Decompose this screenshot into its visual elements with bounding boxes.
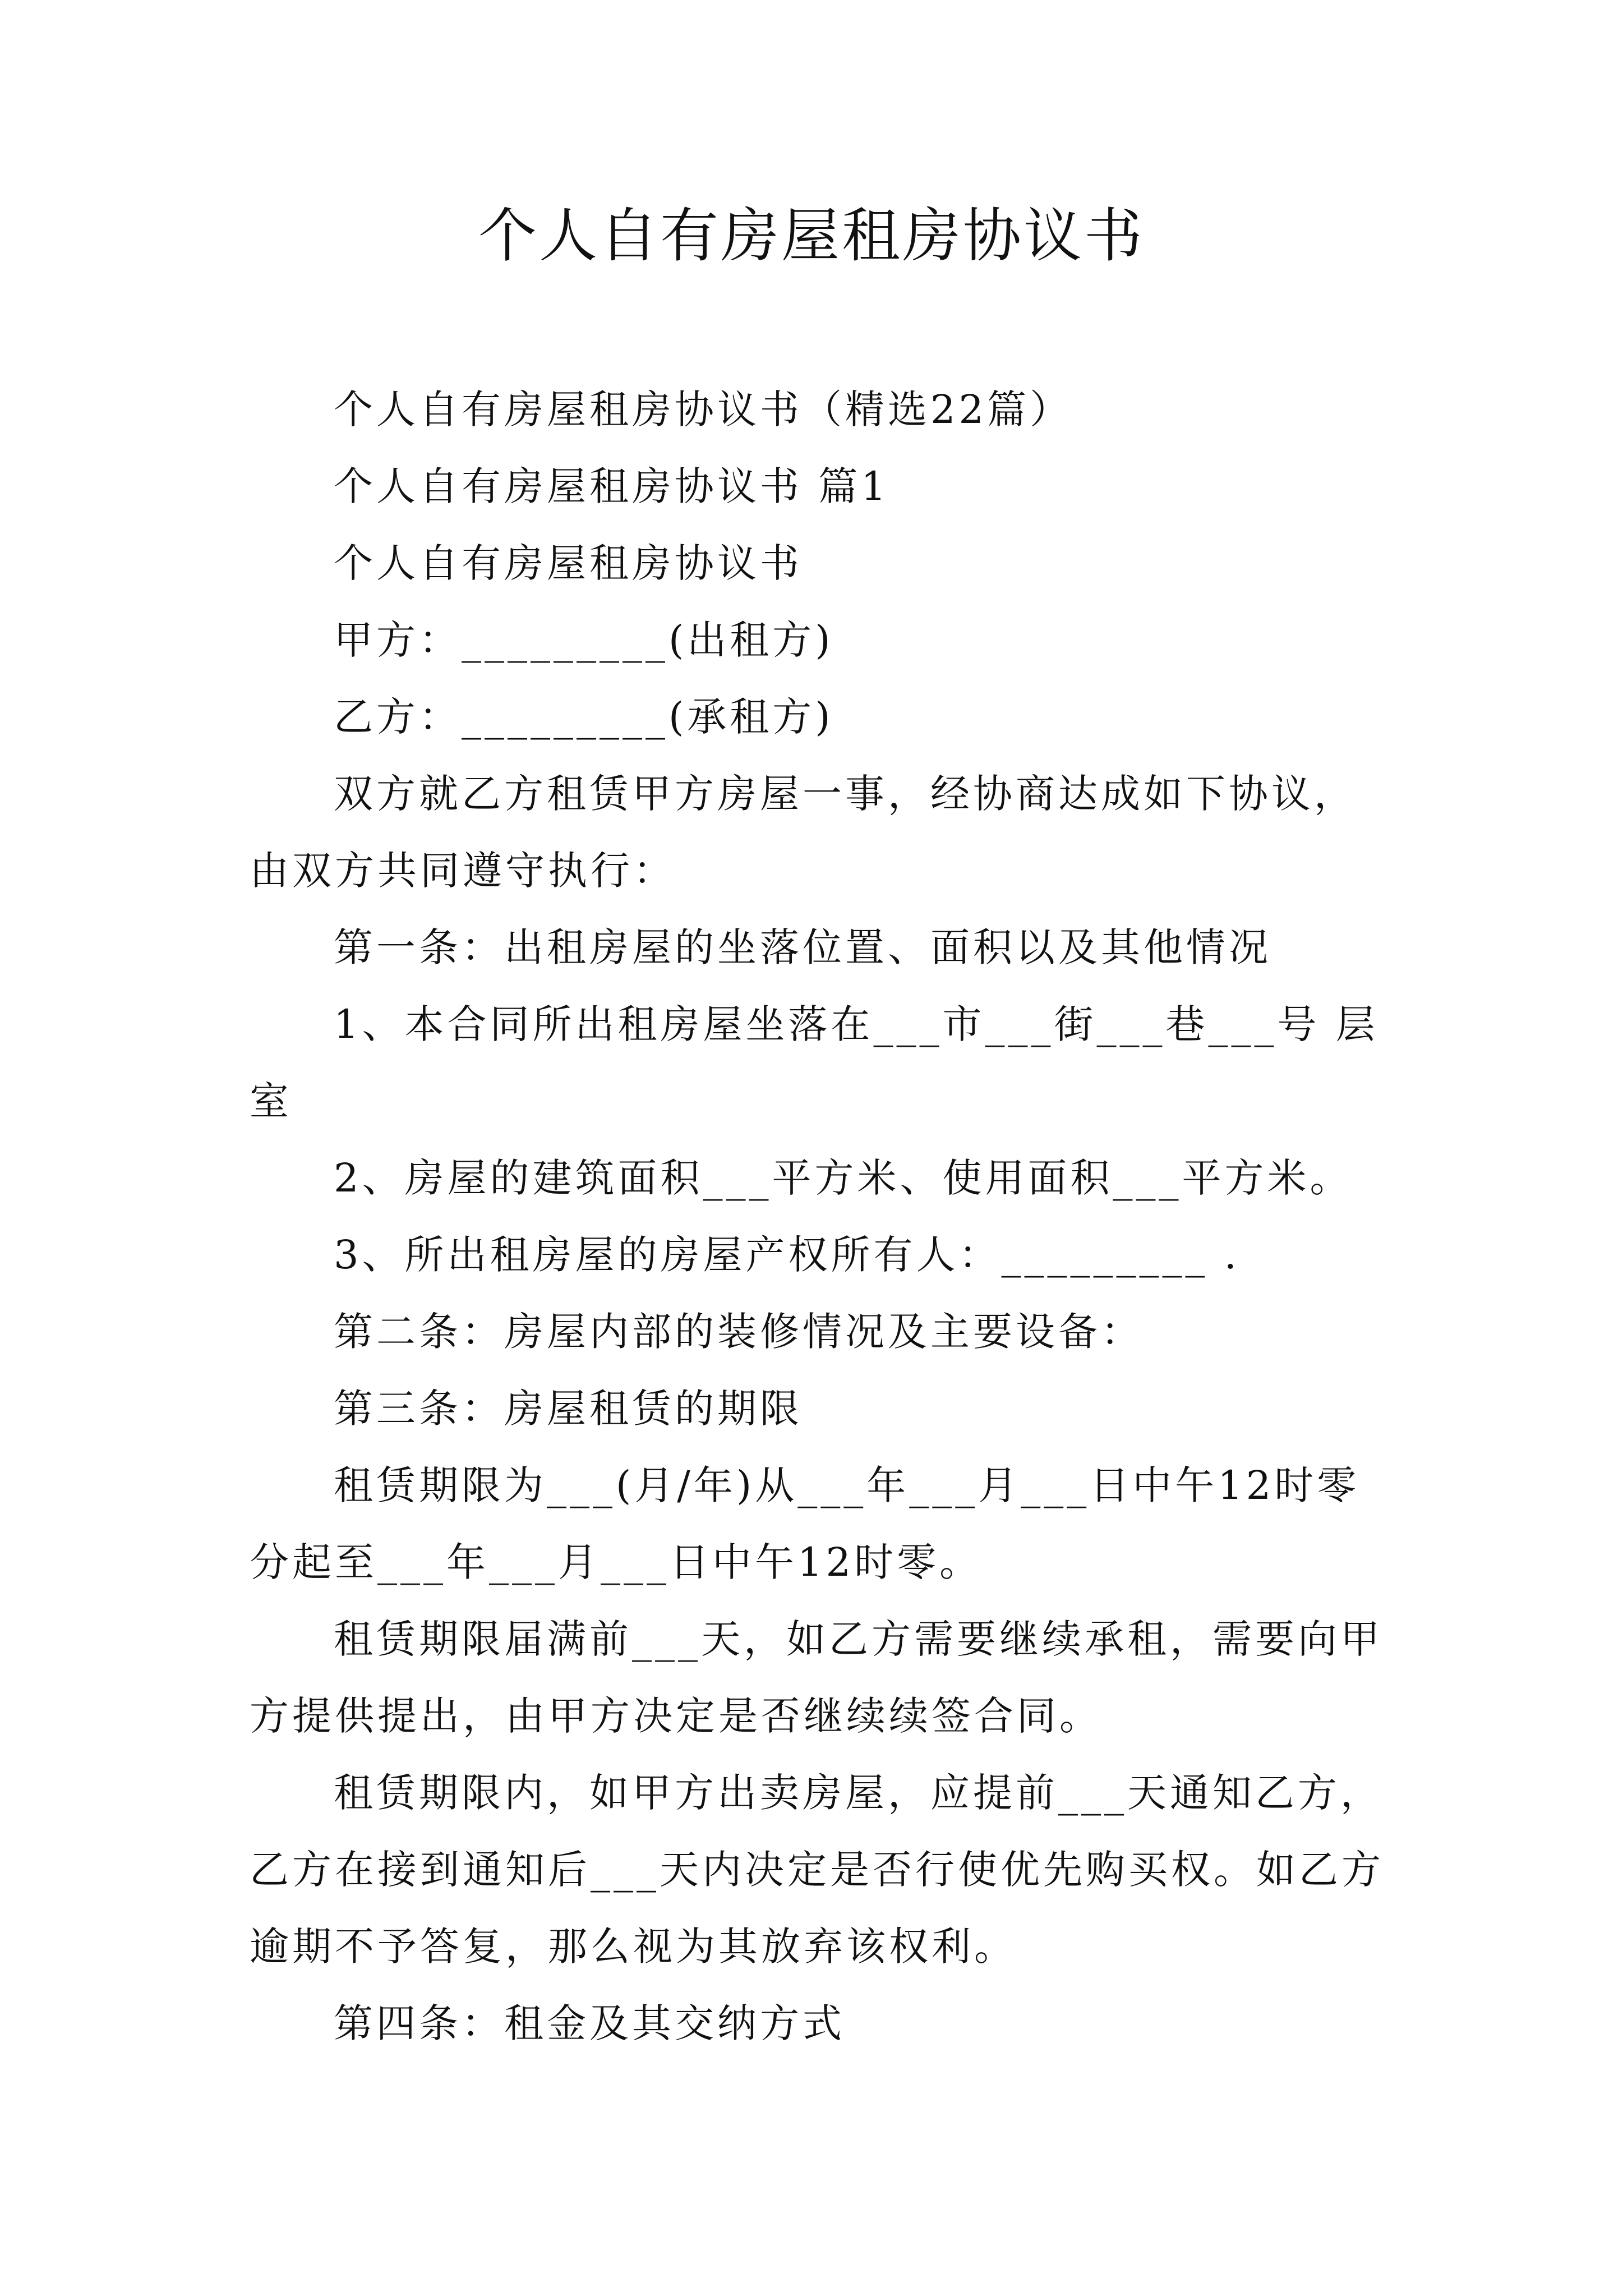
paragraph-article-1: 第一条：出租房屋的坐落位置、面积以及其他情况: [334, 924, 1271, 970]
paragraph-preemption: 租赁期限内，如甲方出卖房屋，应提前___天通知乙方，乙方在接到通知后___天内决定是否行使优先购买权。如乙方逾期不予答复，那么视为其放弃该权利。: [250, 1770, 1384, 1970]
paragraph-clause-1-3: 3、所出租房屋的房屋产权所有人：_________ .: [334, 1232, 1241, 1278]
paragraph-chapter-heading: 个人自有房屋租房协议书 篇1: [334, 463, 889, 509]
paragraph-clause-1-1: 1、本合同所出租房屋坐落在___市___街___巷___号 层室: [250, 1001, 1378, 1124]
paragraph-agreement-name: 个人自有房屋租房协议书: [334, 540, 803, 586]
document-title: 个人自有房屋租房协议书: [478, 201, 1145, 270]
paragraph-party-a: 甲方：_________(出租方): [334, 617, 834, 663]
paragraph-article-3: 第三条：房屋租赁的期限: [334, 1386, 803, 1432]
paragraph-article-2: 第二条：房屋内部的装修情况及主要设备：: [334, 1309, 1144, 1355]
paragraph-clause-1-2: 2、房屋的建筑面积___平方米、使用面积___平方米。: [334, 1155, 1353, 1201]
paragraph-lease-term: 租赁期限为___(月/年)从___年___月___日中午12时零分起至___年___月___日中午12时零。: [250, 1462, 1360, 1585]
paragraph-article-4: 第四条：租金及其交纳方式: [334, 2000, 845, 2046]
document-body: [250, 371, 1394, 2062]
paragraph-party-b: 乙方：_________(承租方): [334, 694, 834, 740]
paragraph-preamble: 双方就乙方租赁甲方房屋一事，经协商达成如下协议，由双方共同遵守执行：: [250, 771, 1357, 894]
paragraph-subtitle: 个人自有房屋租房协议书（精选22篇）: [334, 386, 1073, 432]
paragraph-renewal: 租赁期限届满前___天，如乙方需要继续承租，需要向甲方提供提出，由甲方决定是否继续续签合同。: [250, 1616, 1383, 1739]
